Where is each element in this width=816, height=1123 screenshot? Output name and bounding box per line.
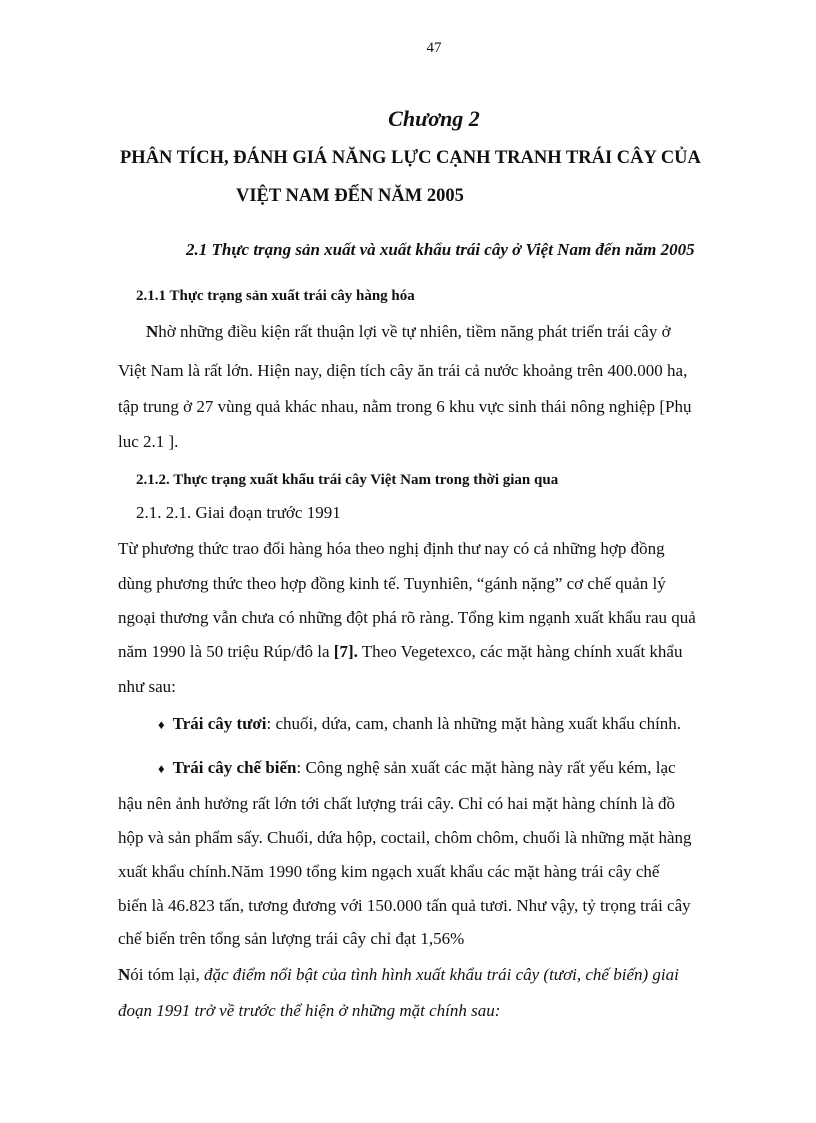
- drop-initial: N: [146, 322, 159, 341]
- section-2-1-2-heading: 2.1.2. Thực trạng xuất khẩu trái cây Việt Nam trong thời gian qua: [136, 472, 559, 488]
- paragraph-2-line-2: dùng phương thức theo hợp đồng kinh tế. Tuynhiên, “gánh nặng” cơ chế quản lý: [118, 574, 666, 593]
- diamond-bullet-icon: ♦: [158, 761, 165, 776]
- bullet-fresh-fruit: ♦ Trái cây tươi: chuối, dứa, cam, chanh là những mặt hàng xuất khẩu chính.: [158, 714, 682, 733]
- bullet-2-line-3: hộp và sản phẩm sấy. Chuối, dứa hộp, coctail, chôm chôm, chuối là những mặt hàng: [118, 828, 692, 847]
- paragraph-1-line-2: Việt Nam là rất lớn. Hiện nay, diện tích cây ăn trái cả nước khoảng trên 400.000 ha,: [118, 361, 688, 380]
- section-2-1-2-1-heading: 2.1. 2.1. Giai đoạn trước 1991: [136, 503, 341, 522]
- paragraph-2-line-5: như sau:: [118, 677, 176, 696]
- bullet-2-line-2: hậu nên ảnh hưởng rất lớn tới chất lượng trái cây. Chỉ có hai mặt hàng chính là đồ: [118, 794, 675, 813]
- section-2-1-heading: 2.1 Thực trạng sản xuất và xuất khẩu trái cây ở Việt Nam đến năm 2005: [186, 240, 695, 259]
- paragraph-1-line-1: Nhờ những điều kiện rất thuận lợi về tự nhiên, tiềm năng phát triển trái cây ở: [146, 322, 671, 341]
- paragraph-2-line-1: Từ phương thức trao đổi hàng hóa theo nghị định thư nay có cả những hợp đồng: [118, 539, 665, 558]
- bullet-processed-fruit: ♦ Trái cây chế biến: Công nghệ sản xuất các mặt hàng này rất yếu kém, lạc: [158, 758, 676, 777]
- bullet-2-line-4: xuất khẩu chính.Năm 1990 tổng kim ngạch xuất khẩu các mặt hàng trái cây chế: [118, 862, 660, 881]
- diamond-bullet-icon: ♦: [158, 717, 165, 732]
- paragraph-1-line-3: tập trung ở 27 vùng quả khác nhau, nằm trong 6 khu vực sinh thái nông nghiệp [Phụ: [118, 397, 692, 416]
- section-2-1-1-heading: 2.1.1 Thực trạng sản xuất trái cây hàng hóa: [136, 288, 415, 304]
- paragraph-2-line-4: năm 1990 là 50 triệu Rúp/đô la [7]. Theo Vegetexco, các mặt hàng chính xuất khẩu: [118, 642, 683, 661]
- bullet-2-line-6: chế biến trên tổng sản lượng trái cây chỉ đạt 1,56%: [118, 929, 465, 948]
- bullet-2-line-5: biến là 46.823 tấn, tương đương với 150.000 tấn quả tươi. Như vậy, tỷ trọng trái cây: [118, 896, 691, 915]
- chapter-title-line-2: VIỆT NAM ĐẾN NĂM 2005: [236, 186, 464, 206]
- paragraph-2-line-3: ngoại thương vẫn chưa có những đột phá rõ ràng. Tổng kim ngạnh xuất khẩu rau quả: [118, 608, 696, 627]
- citation-ref: [7].: [333, 642, 358, 661]
- page-number: 47: [426, 40, 442, 56]
- chapter-title-line-1: PHÂN TÍCH, ĐÁNH GIÁ NĂNG LỰC CẠNH TRANH TRÁI CÂY CỦA: [120, 148, 701, 168]
- summary-line-1: Nói tóm lại, đặc điểm nổi bật của tình hình xuất khẩu trái cây (tươi, chế biến) giai: [118, 965, 679, 984]
- chapter-heading: Chương 2: [388, 106, 480, 131]
- paragraph-1-line-4: luc 2.1 ].: [118, 432, 179, 451]
- summary-line-2: đoạn 1991 trở về trước thể hiện ở những mặt chính sau:: [118, 1001, 501, 1020]
